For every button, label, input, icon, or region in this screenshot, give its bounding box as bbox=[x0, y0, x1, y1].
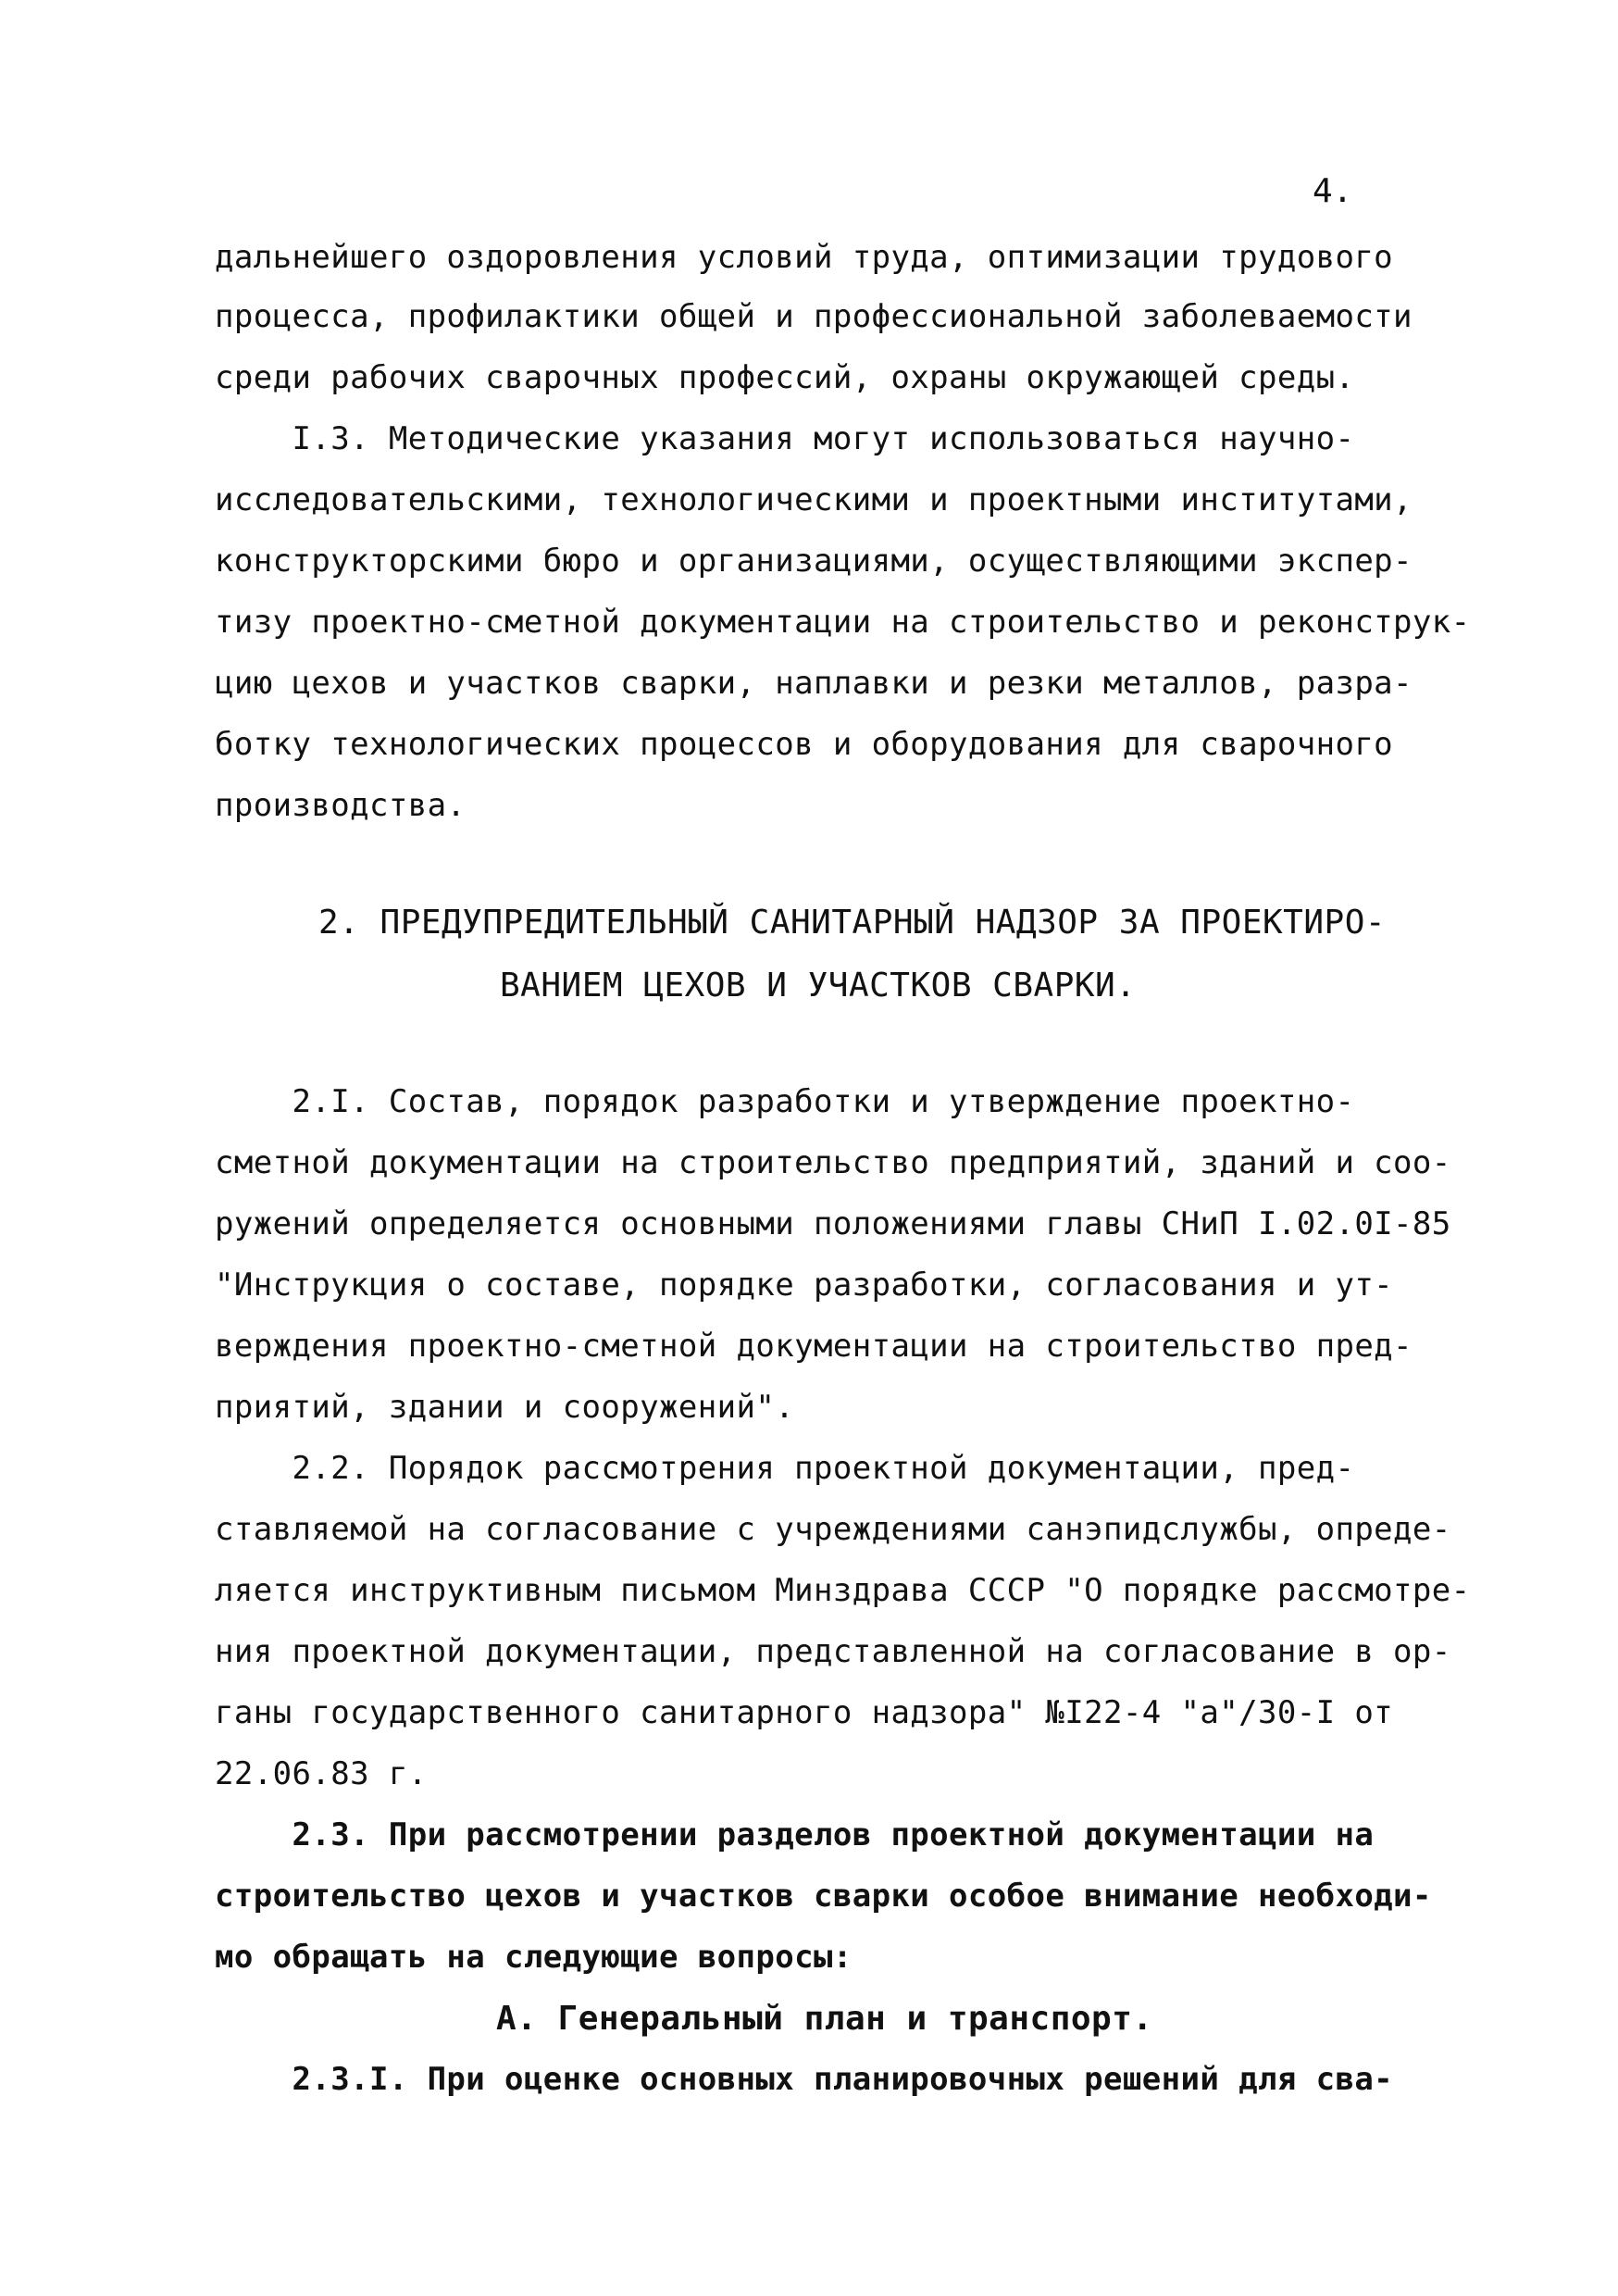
text-line: тизу проектно-сметной документации на строительство и реконструк- bbox=[215, 604, 1471, 641]
text-line: исследовательскими, технологическими и проектными институтами, bbox=[215, 481, 1413, 518]
text-line: ставляемой на согласование с учреждениями санэпидслужбы, опреде- bbox=[215, 1511, 1451, 1548]
text-line: конструкторскими бюро и организациями, осуществляющими экспер- bbox=[215, 543, 1413, 580]
text-line: дальнейшего оздоровления условий труда, оптимизации трудового bbox=[215, 239, 1394, 276]
text-line: 2.I. Состав, порядок разработки и утверждение проектно- bbox=[215, 1083, 1355, 1120]
text-line: 2.2. Порядок рассмотрения проектной документации, пред- bbox=[215, 1450, 1355, 1487]
text-line: приятий, здании и сооружений". bbox=[215, 1389, 795, 1426]
subheading: А. Генеральный план и транспорт. bbox=[496, 2000, 1153, 2038]
text-line: ружений определяется основными положениями главы СНиП I.02.0I-85 bbox=[215, 1205, 1451, 1242]
section-heading: ВАНИЕМ ЦЕХОВ И УЧАСТКОВ СВАРКИ. bbox=[500, 967, 1137, 1004]
text-line: производства. bbox=[215, 787, 467, 824]
text-line: цию цехов и участков сварки, наплавки и резки металлов, разра- bbox=[215, 665, 1413, 702]
text-line: ботку технологических процессов и оборудования для сварочного bbox=[215, 726, 1394, 763]
text-line: 22.06.83 г. bbox=[215, 1755, 428, 1792]
text-line: ния проектной документации, представленной на согласование в ор- bbox=[215, 1633, 1451, 1670]
text-line: ляется инструктивным письмом Минздрава СССР "О порядке рассмотре- bbox=[215, 1572, 1471, 1609]
text-line: строительство цехов и участков сварки особое внимание необходи- bbox=[215, 1878, 1432, 1915]
text-line: среди рабочих сварочных профессий, охраны окружающей среды. bbox=[215, 359, 1355, 396]
text-line: 2.3. При рассмотрении разделов проектной документации на bbox=[215, 1816, 1375, 1853]
text-line: 2.3.I. При оценке основных планировочных решений для сва- bbox=[215, 2061, 1394, 2098]
section-heading: 2. ПРЕДУПРЕДИТЕЛЬНЫЙ САНИТАРНЫЙ НАДЗОР ЗА ПРОЕКТИРО- bbox=[318, 904, 1387, 942]
page-number: 4. bbox=[1313, 172, 1353, 210]
text-line: мо обращать на следующие вопросы: bbox=[215, 1939, 853, 1976]
text-line: сметной документации на строительство предприятий, зданий и соо- bbox=[215, 1144, 1451, 1181]
text-line: "Инструкция о составе, порядке разработки, согласования и ут- bbox=[215, 1267, 1394, 1304]
text-line: I.3. Методические указания могут использоваться научно- bbox=[215, 420, 1355, 457]
text-line: верждения проектно-сметной документации на строительство пред- bbox=[215, 1328, 1413, 1365]
text-line: ганы государственного санитарного надзора" №I22-4 "а"/30-I от bbox=[215, 1694, 1394, 1731]
text-line: процесса, профилактики общей и профессиональной заболеваемости bbox=[215, 298, 1413, 335]
